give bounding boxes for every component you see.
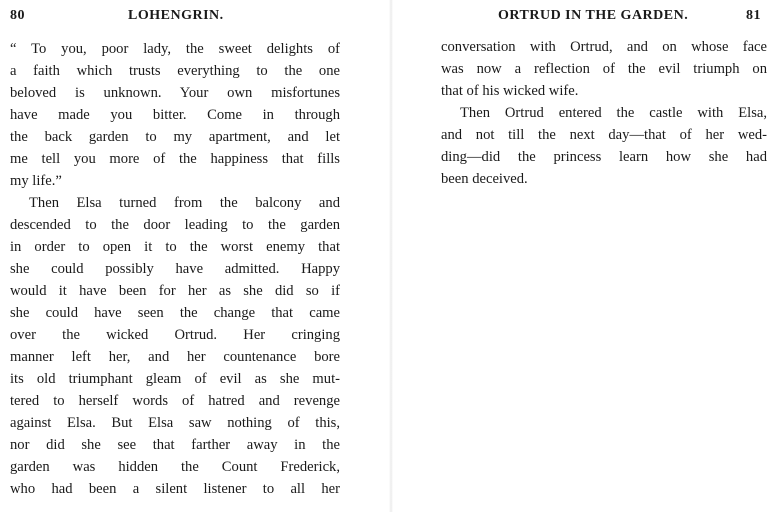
text-line: over the wicked Ortrud. Her cringing [10,327,340,343]
running-title: LOHENGRIN. [128,8,224,23]
text-line: me tell you more of the happiness that fills [10,151,340,167]
text-line: been deceived. [441,171,528,187]
body-text [441,36,767,190]
text-line: ding—did the princess learn how she had [441,149,767,165]
text-line: Then Ortrud entered the castle with Elsa, [460,105,767,121]
text-line: in order to open it to the worst enemy that [10,239,340,255]
paragraph [441,102,767,190]
text-line: she could possibly have admitted. Happy [10,261,340,277]
page-number: 80 [10,8,25,23]
book-gutter [389,0,393,512]
text-line: who had been a silent listener to all her [10,481,340,497]
text-line: was now a reflection of the evil triumph on [441,61,767,77]
text-line: would it have been for her as she did so if [10,283,340,299]
text-line: its old triumphant gleam of evil as she mut- [10,371,340,387]
text-line: garden was hidden the Count Frederick, [10,459,340,475]
running-title: ORTRUD IN THE GARDEN. [498,8,689,23]
text-line: “ To you, poor lady, the sweet delights of [10,41,340,57]
paragraph [10,192,340,500]
text-line: and not till the next day—that of her wed- [441,127,767,143]
paragraph [441,36,767,102]
text-line: beloved is unknown. Your own misfortunes [10,85,340,101]
text-line: the back garden to my apartment, and let [10,129,340,145]
text-line: a faith which trusts everything to the one [10,63,340,79]
paragraph [10,38,340,192]
text-line: against Elsa. But Elsa saw nothing of this, [10,415,340,431]
text-line: that of his wicked wife. [441,83,579,99]
text-line: conversation with Ortrud, and on whose face [441,39,767,55]
text-line: have made you bitter. Come in through [10,107,340,123]
text-line: tered to herself words of hatred and revenge [10,393,340,409]
text-line: manner left her, and her countenance bore [10,349,340,365]
page-number: 81 [746,8,761,23]
text-line: my life.” [10,173,62,189]
text-line: she could have seen the change that came [10,305,340,321]
body-text [10,38,340,500]
text-line: Then Elsa turned from the balcony and [29,195,340,211]
text-line: nor did she see that farther away in the [10,437,340,453]
text-line: descended to the door leading to the garden [10,217,340,233]
